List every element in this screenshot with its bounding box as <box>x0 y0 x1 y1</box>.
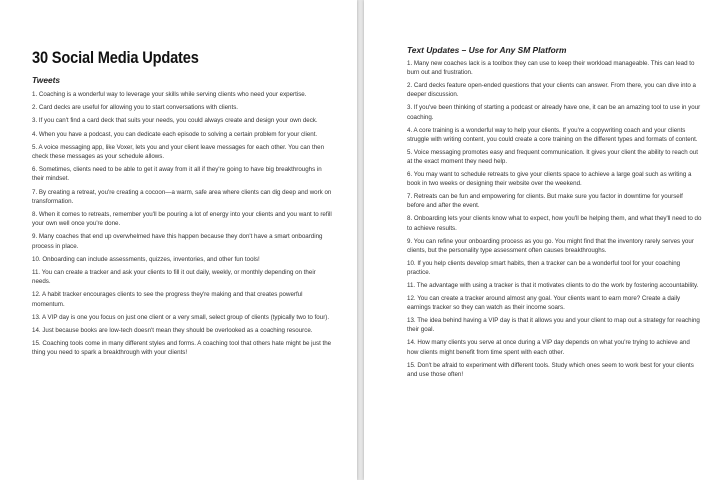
list-item: 13. A VIP day is one you focus on just one client or a very small, select group of clients (typically two to four). <box>32 313 330 321</box>
section-heading-text-updates: Text Updates – Use for Any SM Platform <box>407 45 567 55</box>
list-item: 15. Don't be afraid to experiment with different tools. Study which ones seem to work best for your clients and use those often! <box>407 361 694 378</box>
list-item: 12. You can create a tracker around almost any goal. Your clients want to earn more? Create a daily earnings tracker so they can watch as their income soars. <box>407 295 681 312</box>
list-item: 2. Card decks feature open-ended questions that your clients can answer. From there, you can dive into a deeper discussion. <box>407 82 696 99</box>
list-item: 7. Retreats can be fun and empowering for clients. But make sure you factor in downtime for yourself before and after the event. <box>407 193 683 210</box>
list-item: 6. You may want to schedule retreats to give your clients space to achieve a large goal such as writing a book in two weeks or designing their website over the weekend. <box>407 171 692 188</box>
list-item: 11. You can create a tracker and ask your clients to fill it out daily, weekly, or monthly depending on their needs. <box>32 269 316 286</box>
list-item: 13. The idea behind having a VIP day is that it allows you and your client to map out a strategy for reaching their goal. <box>407 317 700 334</box>
list-item: 14. How many clients you serve at once during a VIP day depends on what you're trying to achieve and how clients might benefit from time spent with each other. <box>407 339 690 356</box>
list-item: 5. A voice messaging app, like Voxer, lets you and your client leave messages for each other. You can then check these messages as your schedule allows. <box>32 143 325 161</box>
list-item: 11. The advantage with using a tracker is that it motivates clients to do the work by fostering accountability. <box>407 282 699 290</box>
list-item: 4. When you have a podcast, you can dedicate each episode to solving a certain problem for your client. <box>32 130 318 138</box>
list-item: 9. You can refine your onboarding process as you go. You might find that the inventory rarely serves your clients, but the personality type assessment often causes breakthroughs. <box>407 237 694 254</box>
list-item: 5. Voice messaging promotes easy and frequent communication. It gives your client the ability to reach out at the exact moment they need help. <box>407 148 698 166</box>
list-item: 9. Many coaches that end up overwhelmed have this happen because they don't have a smart onboarding process in place. <box>32 233 323 250</box>
list-item: 10. Onboarding can include assessments, quizzes, inventories, and other fun tools! <box>32 255 260 263</box>
list-item: 6. Sometimes, clients need to be able to get it away from it all if they're going to have big breakthroughs in their mindset. <box>32 166 322 183</box>
list-item: 2. Card decks are useful for allowing you to start conversations with clients. <box>32 104 239 112</box>
list-item: 1. Many new coaches lack is a toolbox they can use to keep their workload manageable. This can lead to burn out and frustration. <box>407 60 695 77</box>
list-item: 7. By creating a retreat, you're creating a cocoon—a warm, safe area where clients can dig deep and work on transformation. <box>32 188 332 205</box>
section-heading-tweets: Tweets <box>32 75 61 85</box>
list-item: 3. If you can't find a card deck that suits your needs, you could always create and design your own deck. <box>32 117 318 125</box>
text-updates-list <box>407 59 702 379</box>
list-item: 4. A core training is a wonderful way to help your clients. If you're a copywriting coach and your clients struggle with writing content, you could create a core training on the different types and formats of content. <box>407 126 698 143</box>
tweets-list <box>32 90 335 358</box>
document-page-right <box>364 0 720 480</box>
list-item: 15. Coaching tools come in many different styles and forms. A coaching tool that others hate might be just the thing you need to spark a breakthrough with your clients! <box>32 340 332 357</box>
list-item: 14. Just because books are low-tech doesn't mean they should be overlooked as a coaching resource. <box>32 327 313 335</box>
document-page-left <box>0 0 357 480</box>
list-item: 1. Coaching is a wonderful way to leverage your skills while serving clients who need your expertise. <box>32 91 307 98</box>
list-item: 8. When it comes to retreats, remember you'll be pouring a lot of energy into your clients and you want to refill your own well once you're done. <box>32 211 332 228</box>
list-item: 12. A habit tracker encourages clients to see the progress they're making and that creates powerful momentum. <box>32 291 303 308</box>
document-title: 30 Social Media Updates <box>32 48 199 67</box>
list-item: 3. If you've been thinking of starting a podcast or already have one, it can be an amazing tool to use in your coaching. <box>407 104 701 121</box>
list-item: 8. Onboarding lets your clients know what to expect, how you'll be helping them, and what they'll need to do to achieve results. <box>407 215 702 232</box>
list-item: 10. If you help clients develop smart habits, then a tracker can be a wonderful tool for your coaching practice. <box>407 259 681 277</box>
